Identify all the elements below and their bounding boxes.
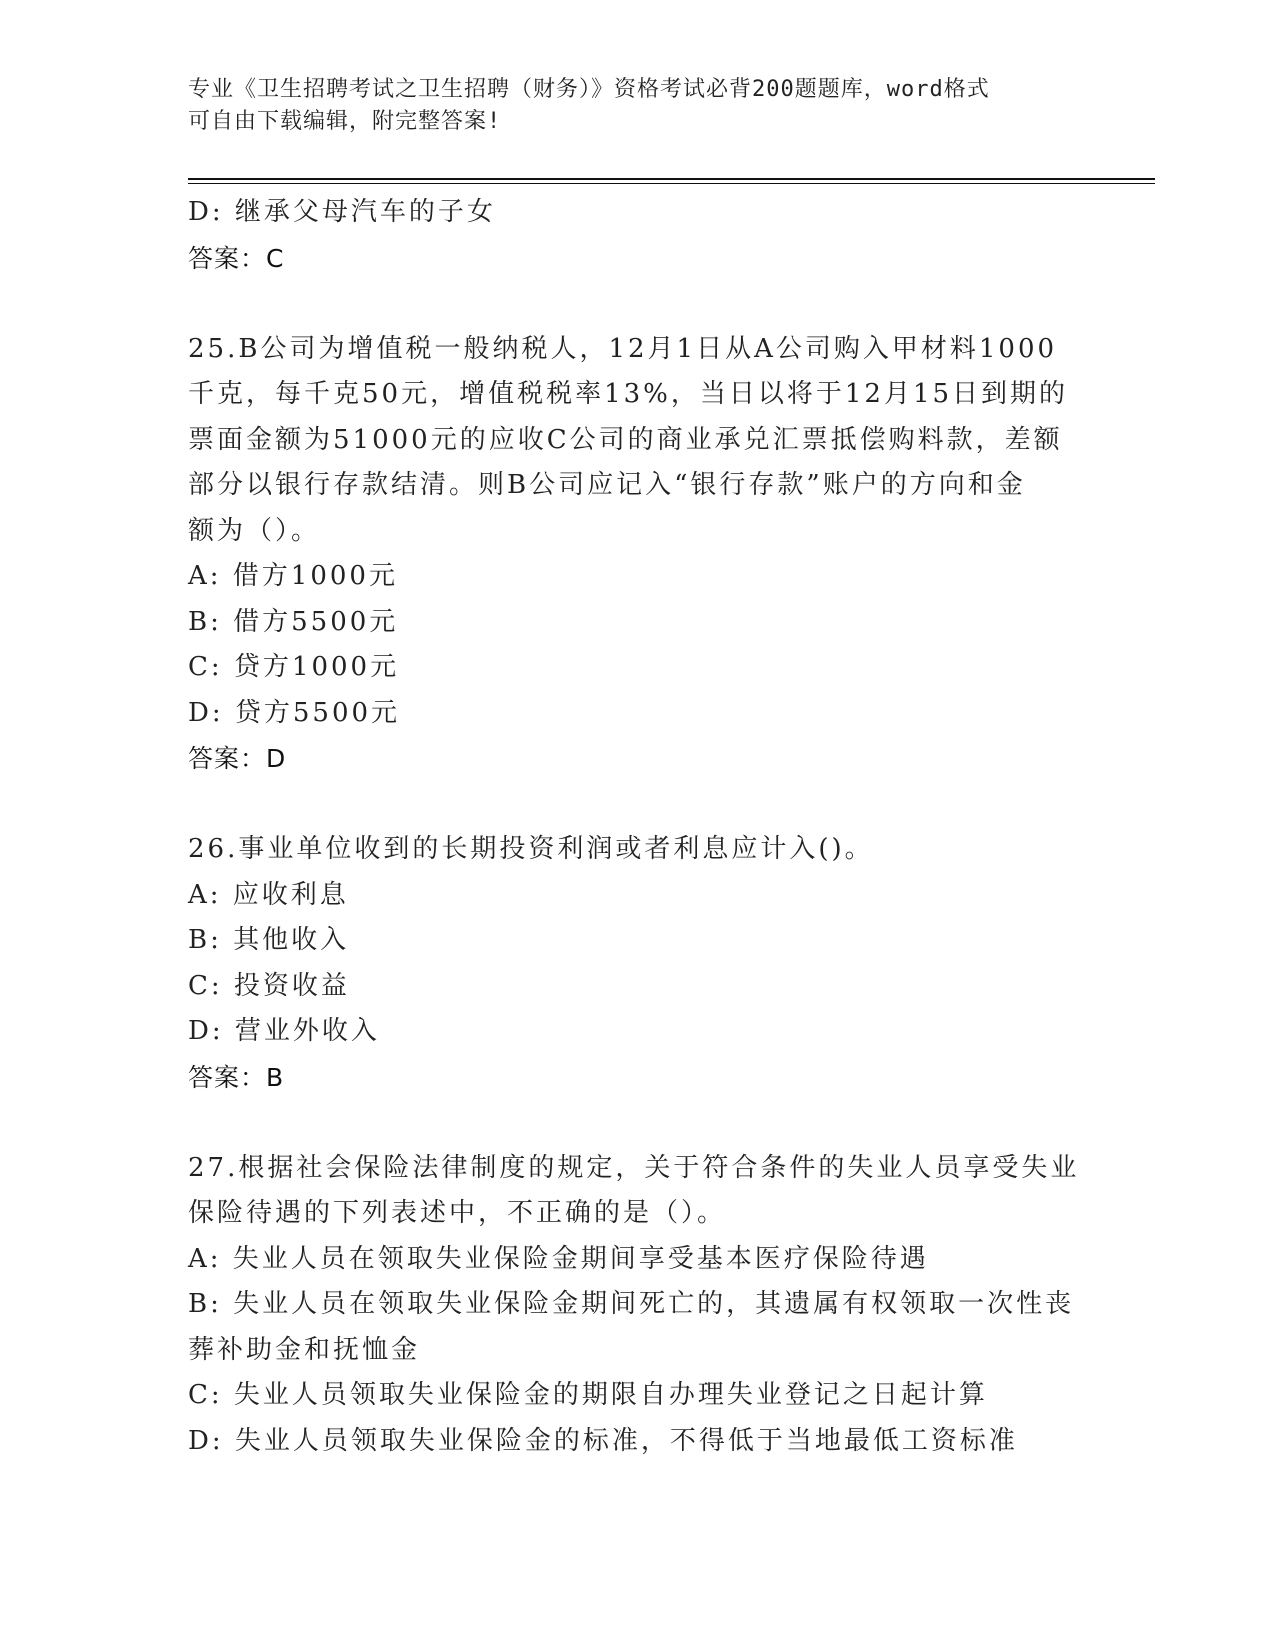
option-a: A: 借方1000元 [188,561,398,591]
question-stem-line: 票面金额为51000元的应收C公司的商业承兑汇票抵偿购料款，差额 [188,424,1063,455]
header-line-2: 可自由下载编辑，附完整答案! [188,109,502,134]
header-line-1: 专业《卫生招聘考试之卫生招聘（财务）》资格考试必背200题题库，word格式 [188,77,990,102]
question-stem-line: 部分以银行存款结清。则B公司应记入“银行存款”账户的方向和金 [188,470,1026,500]
question-stem-line: 26.事业单位收到的长期投资利润或者利息应计入()。 [188,834,874,864]
question-stem-line: 27.根据社会保险法律制度的规定，关于符合条件的失业人员享受失业 [188,1152,1080,1183]
option-b: B: 其他收入 [188,925,350,955]
document-body [188,190,1088,1464]
option-c: C: 投资收益 [188,970,350,1001]
question-stem-line: 千克，每千克50元，增值税税率13%，当日以将于12月15日到期的 [188,379,1069,409]
option-b: B: 失业人员在领取失业保险金期间死亡的，其遗属有权领取一次性丧 [188,1289,1075,1319]
option-d: D: 贷方5500元 [188,697,401,728]
spacer [188,281,1088,327]
header-divider-thin [188,183,1155,184]
question-stem-line: 额为（）。 [188,515,321,546]
option-c: C: 贷方1000元 [188,652,400,682]
option-b-continued: 葬补助金和抚恤金 [188,1334,421,1365]
question-27 [188,1146,1088,1465]
spacer [188,1100,1088,1146]
spacer [188,782,1088,828]
question-stem-line: 25.B公司为增值税一般纳税人，12月1日从A公司购入甲材料1000 [188,333,1058,364]
question-26 [188,827,1088,1100]
option-c: C: 失业人员领取失业保险金的期限自办理失业登记之日起计算 [188,1380,988,1410]
question-25 [188,327,1088,782]
option-a: A: 失业人员在领取失业保险金期间享受基本医疗保险待遇 [188,1243,929,1274]
answer-line: 答案：B [188,1062,285,1092]
option-b: B: 借方5500元 [188,606,399,637]
question-stem-line: 保险待遇的下列表述中，不正确的是（）。 [188,1198,727,1228]
option-d: D: 失业人员领取失业保险金的标准，不得低于当地最低工资标准 [188,1425,1018,1456]
answer-line: 答案：D [188,744,287,773]
header-divider-thick [188,178,1155,180]
option-a: A: 应收利息 [188,879,349,910]
option-d: D: 继承父母汽车的子女 [188,197,496,227]
document-header [188,74,1088,138]
option-d: D: 营业外收入 [188,1016,380,1046]
question-24-tail [188,190,1088,281]
answer-line: 答案：C [188,243,285,273]
